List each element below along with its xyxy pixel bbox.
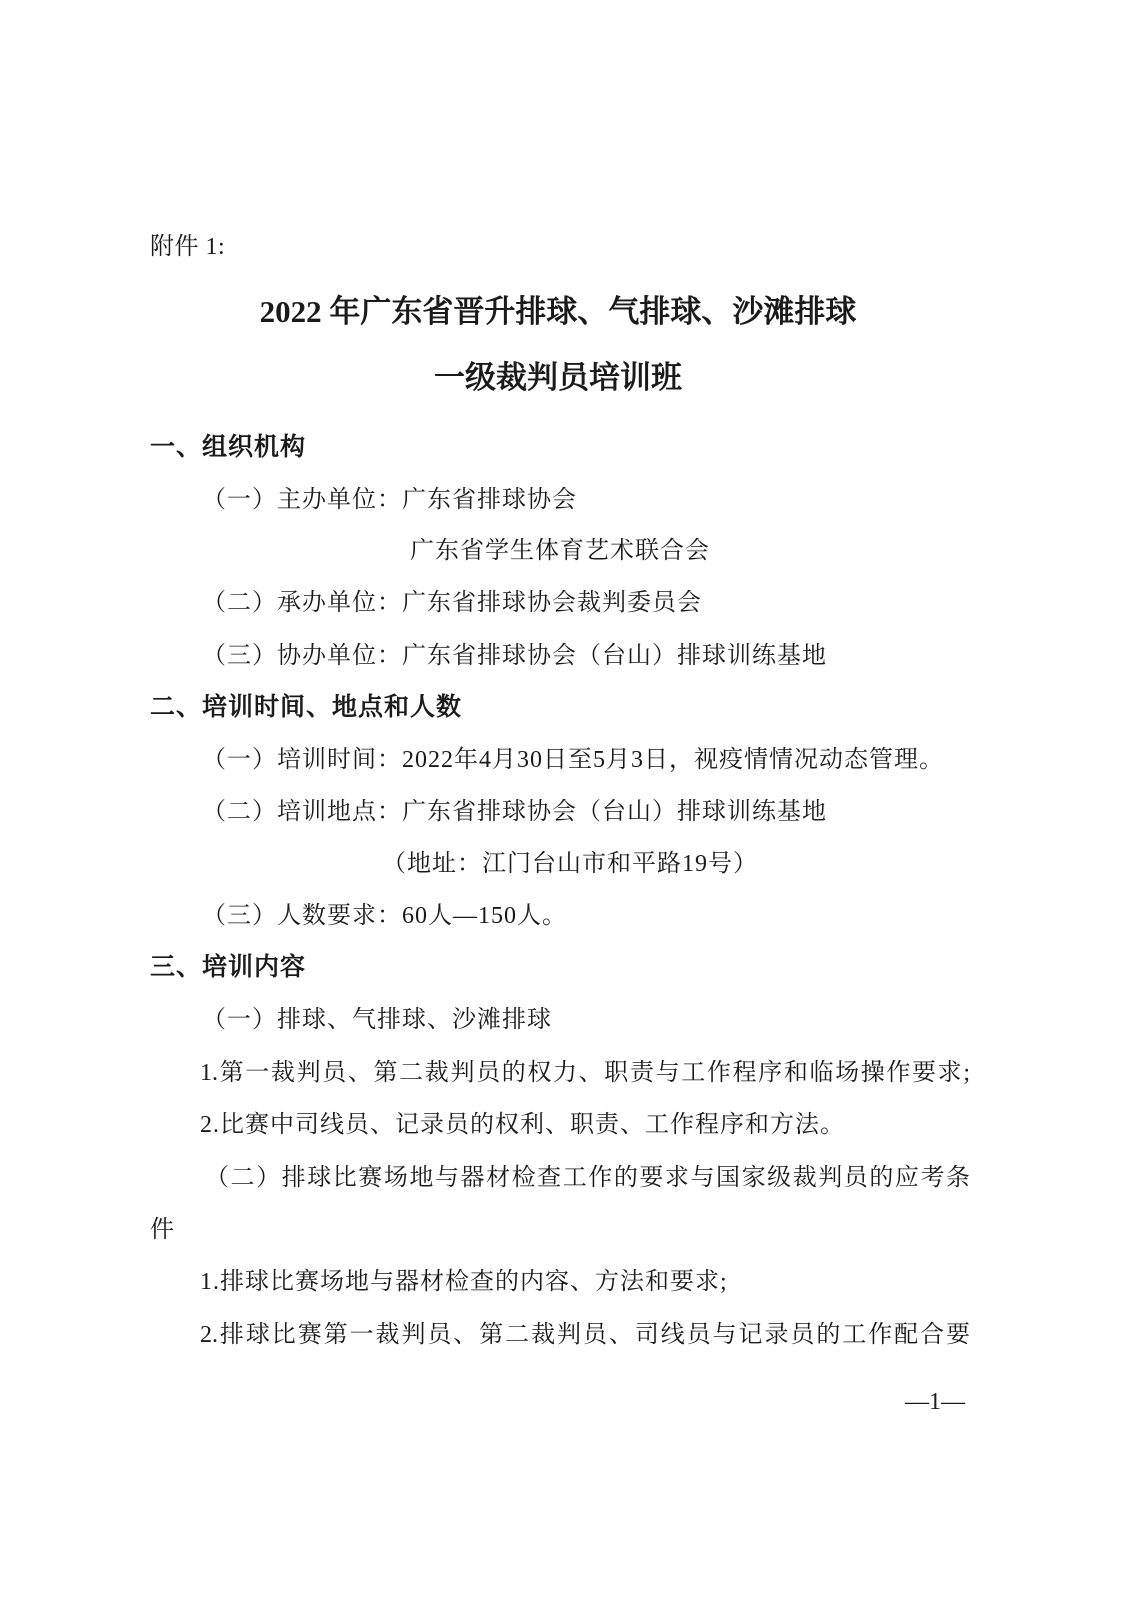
content-item-2-1: 1.排球比赛场地与器材检查的内容、方法和要求;	[200, 1269, 728, 1295]
content-item-1-2: 2.比赛中司线员、记录员的权利、职责、工作程序和方法。	[200, 1112, 845, 1138]
section-heading-content: 三、培训内容	[150, 954, 307, 981]
training-place-line: （二）培训地点：广东省排球协会（台山）排球训练基地	[202, 799, 827, 825]
content-subheading-2-continuation: 件	[150, 1217, 175, 1243]
content-subheading-1: （一）排球、气排球、沙滩排球	[202, 1007, 552, 1033]
headcount-line: （三）人数要求：60人—150人。	[202, 903, 567, 929]
assisting-unit-line: （三）协办单位：广东省排球协会（台山）排球训练基地	[202, 643, 827, 669]
content-subheading-2: （二）排球比赛场地与器材检查工作的要求与国家级裁判员的应考条	[205, 1165, 970, 1191]
content-item-1-1: 1.第一裁判员、第二裁判员的权力、职责与工作程序和临场操作要求;	[200, 1060, 970, 1086]
address-line: （地址：江门台山市和平路19号）	[382, 851, 758, 877]
host-unit-line: （二）承办单位：广东省排球协会裁判委员会	[202, 590, 702, 616]
content-item-2-2: 2.排球比赛第一裁判员、第二裁判员、司线员与记录员的工作配合要	[200, 1322, 970, 1348]
document-title-line-1: 2022 年广东省晋升排球、气排球、沙滩排球	[259, 294, 857, 329]
training-time-line: （一）培训时间：2022年4月30日至5月3日，视疫情情况动态管理。	[202, 747, 944, 773]
page-number: —1—	[905, 1389, 965, 1415]
organizer-line: （一）主办单位：广东省排球协会	[202, 487, 577, 513]
attachment-label: 附件 1:	[150, 234, 226, 260]
section-heading-time-place: 二、培训时间、地点和人数	[150, 694, 463, 721]
document-title-line-2: 一级裁判员培训班	[434, 360, 682, 395]
section-heading-organization: 一、组织机构	[150, 434, 307, 461]
organizer-continuation-line: 广东省学生体育艺术联合会	[410, 538, 710, 564]
